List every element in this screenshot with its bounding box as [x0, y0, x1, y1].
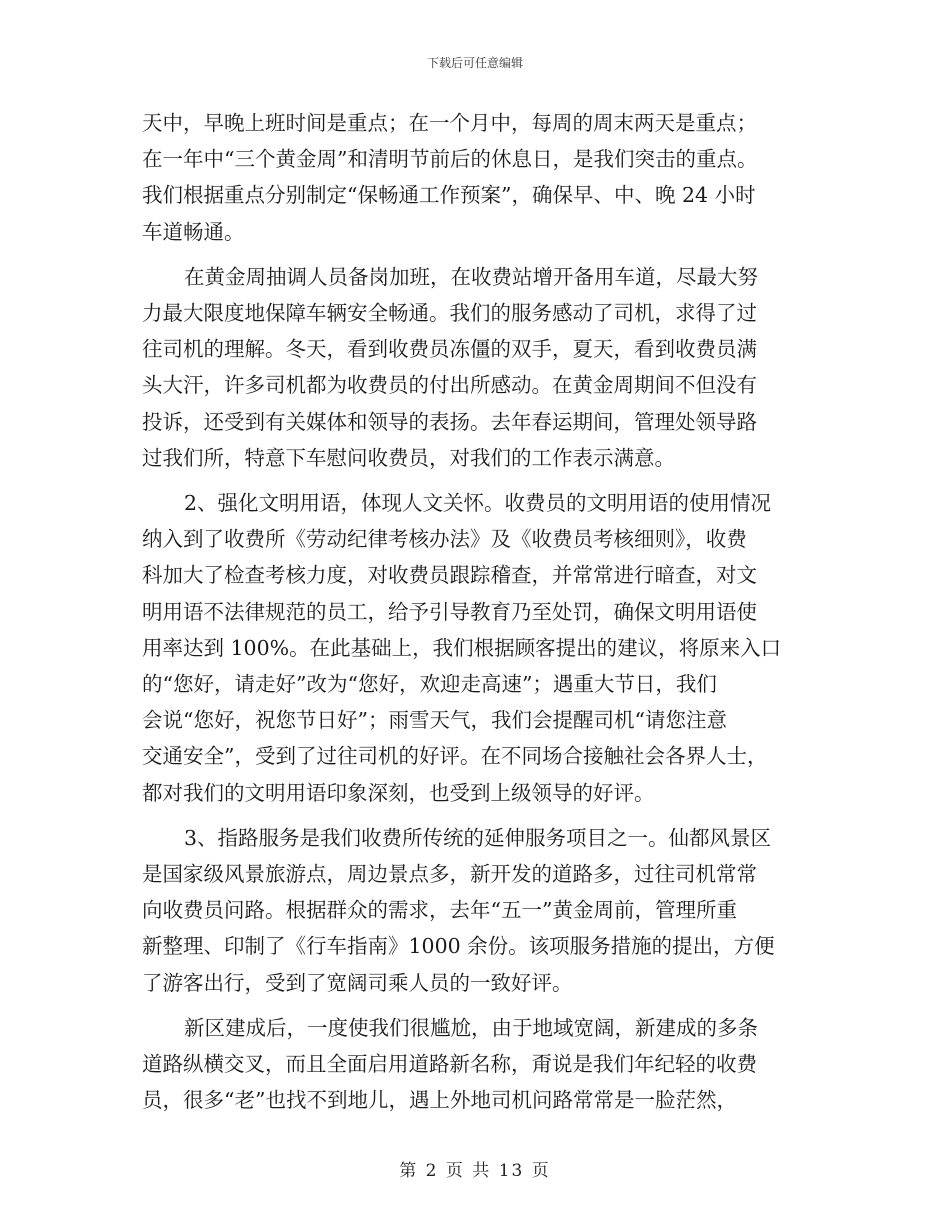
text-line: 力最大限度地保障车辆安全畅通。我们的服务感动了司机，求得了过 [142, 301, 757, 326]
paragraph [142, 1010, 810, 1119]
document-body [142, 105, 810, 1118]
text-line: 道路纵横交叉，而且全面启用道路新名称，甭说是我们年纪轻的收费 [142, 1052, 757, 1077]
text-line: 是国家级风景旅游点，周边景点多，新开发的道路多，过往司机常常 [142, 862, 757, 887]
paragraph [142, 105, 810, 250]
paragraph [142, 820, 810, 1001]
text-line: 车道畅通。 [142, 219, 245, 244]
text-line: 的“您好，请走好”改为“您好，欢迎走高速”；遇重大节日，我们 [142, 672, 717, 697]
text-line: 都对我们的文明用语印象深刻，也受到上级领导的好评。 [142, 780, 655, 805]
text-line: 员，很多“老”也找不到地儿，遇上外地司机问路常常是一脸茫然， [142, 1088, 737, 1113]
page-number-footer: 第 2 页 共 13 页 [399, 1161, 551, 1181]
text-line: 明用语不法律规范的员工，给予引导教育乃至处罚，确保文明用语使 [142, 599, 757, 624]
text-line: 3、指路服务是我们收费所传统的延伸服务项目之一。仙都风景区 [184, 825, 772, 850]
text-line: 纳入到了收费所《劳动纪律考核办法》及《收费员考核细则》，收费 [142, 527, 747, 552]
text-line: 新区建成后，一度使我们很尴尬，由于地域宽阔，新建成的多条 [184, 1015, 758, 1040]
text-line: 向收费员问路。根据群众的需求，去年“五一”黄金周前，管理所重 [142, 898, 737, 923]
text-line: 2、强化文明用语，体现人文关怀。收费员的文明用语的使用情况 [184, 491, 772, 516]
text-line: 用率达到 100%。在此基础上，我们根据顾客提出的建议，将原来入口 [142, 635, 782, 660]
text-line: 了游客出行，受到了宽阔司乘人员的一致好评。 [142, 970, 573, 995]
paragraph [142, 485, 810, 811]
text-line: 头大汗，许多司机都为收费员的付出所感动。在黄金周期间不但没有 [142, 373, 757, 398]
text-line: 往司机的理解。冬天，看到收费员冻僵的双手，夏天，看到收费员满 [142, 337, 757, 362]
text-line: 在一年中“三个黄金周”和清明节前后的休息日，是我们突击的重点。 [142, 147, 758, 172]
page-header-note: 下载后可任意编辑 [426, 56, 523, 70]
text-line: 会说“您好，祝您节日好”；雨雪天气，我们会提醒司机“请您注意 [142, 708, 727, 733]
text-line: 我们根据重点分别制定“保畅通工作预案”，确保早、中、晚 24 小时 [142, 183, 756, 208]
text-line: 科加大了检查考核力度，对收费员跟踪稽查，并常常进行暗查，对文 [142, 563, 757, 588]
text-line: 交通安全”，受到了过往司机的好评。在不同场合接触社会各界人士， [142, 744, 768, 769]
text-line: 过我们所，特意下车慰问收费员，对我们的工作表示满意。 [142, 445, 675, 470]
text-line: 新整理、印制了《行车指南》1000 余份。该项服务措施的提出，方便 [142, 934, 775, 959]
text-line: 在黄金周抽调人员备岗加班，在收费站增开备用车道，尽最大努 [184, 264, 758, 289]
paragraph [142, 259, 810, 476]
text-line: 天中，早晚上班时间是重点；在一个月中，每周的周末两天是重点； [142, 111, 757, 135]
text-line: 投诉，还受到有关媒体和领导的表扬。去年春运期间，管理处领导路 [142, 409, 757, 434]
